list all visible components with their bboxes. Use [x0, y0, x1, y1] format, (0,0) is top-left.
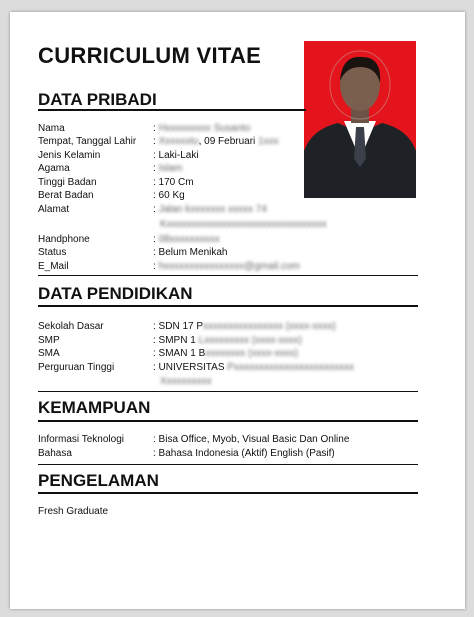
section-divider: [38, 492, 418, 494]
handphone-label: Handphone: [38, 234, 90, 245]
bahasa-value: : Bahasa Indonesia (Aktif) English (Pasif): [153, 448, 335, 459]
sd-value: : SDN 17 Pxxxxxxxxxxxxxxxx (xxxx-xxxx): [153, 321, 336, 332]
section-divider: [38, 420, 418, 422]
section-pengelaman: PENGELAMAN: [38, 471, 159, 490]
sma-value: : SMAN 1 Bxxxxxxxx (xxxx-xxxx): [153, 348, 299, 359]
alamat-label: Alamat: [38, 204, 70, 215]
smp-value: : SMPN 1 Lxxxxxxxxx (xxxx-xxxx): [153, 335, 302, 346]
section-data-pendidikan: DATA PENDIDIKAN: [38, 284, 193, 303]
section-divider: [38, 391, 418, 392]
redacted-text: xxxxxxxxxxxxxxxx (xxxx-xxxx): [203, 321, 336, 332]
redacted-text: Lxxxxxxxxx (xxxx-xxxx): [198, 335, 302, 346]
status-value: : Belum Menikah: [153, 247, 228, 258]
pengalaman-text: Fresh Graduate: [38, 506, 109, 517]
redacted-text: Kxxxxxxxxxxxxxxxxxxxxxxxxxxxxxxxx: [160, 219, 327, 230]
section-divider: [38, 305, 418, 307]
redacted-text: Hxxxxxxxxx Susanto: [158, 123, 251, 134]
redacted-text: xxxxxxxx (xxxx-xxxx): [205, 348, 299, 359]
ttl-value: : Xxxxxxtu, 09 Februari 1xxx: [153, 136, 279, 147]
nama-label: Nama: [38, 123, 65, 134]
sma-label: SMA: [38, 348, 60, 359]
redacted-text: 08xxxxxxxxxx: [158, 234, 220, 245]
redacted-text: Jalan kxxxxxxx xxxxx 74: [158, 204, 267, 215]
informasi-teknologi-value: : Bisa Office, Myob, Visual Basic Dan Online: [153, 434, 350, 445]
informasi-teknologi-label: Informasi Teknologi: [38, 434, 124, 445]
jenis-kelamin-label: Jenis Kelamin: [38, 150, 101, 161]
status-label: Status: [38, 247, 67, 258]
redacted-text: hxxxxxxxxxxxxxxxx@gmail.com: [158, 261, 300, 272]
berat-badan-value: : 60 Kg: [153, 190, 185, 201]
section-divider: [38, 109, 306, 111]
agama-value: : Islam: [153, 163, 183, 174]
smp-label: SMP: [38, 335, 60, 346]
tinggi-badan-label: Tinggi Badan: [38, 177, 97, 188]
redacted-text: Xxxxxxxxxx: [160, 376, 212, 387]
perguruan-tinggi-value-line2: [160, 375, 212, 388]
section-kemampuan: KEMAMPUAN: [38, 398, 151, 417]
handphone-value: : 08xxxxxxxxxx: [153, 234, 220, 245]
perguruan-tinggi-value: : UNIVERSITAS Pxxxxxxxxxxxxxxxxxxxxxxxx: [153, 362, 354, 373]
nama-value: : Hxxxxxxxxx Susanto: [153, 123, 251, 134]
email-value: : hxxxxxxxxxxxxxxxx@gmail.com: [153, 261, 300, 272]
profile-photo: [304, 41, 416, 198]
email-label: E_Mail: [38, 261, 69, 272]
redacted-text: Pxxxxxxxxxxxxxxxxxxxxxxxx: [227, 362, 354, 373]
page-title: CURRICULUM VITAE: [38, 43, 262, 68]
sd-label: Sekolah Dasar: [38, 321, 104, 332]
redacted-text: Xxxxxxtu: [158, 136, 199, 147]
redacted-text: 1xxx: [258, 136, 279, 147]
jenis-kelamin-value: : Laki-Laki: [153, 150, 199, 161]
alamat-value-line2: [160, 218, 327, 231]
section-divider: [38, 464, 418, 465]
alamat-value: : Jalan kxxxxxxx xxxxx 74: [153, 204, 267, 215]
section-divider: [38, 275, 418, 276]
tinggi-badan-value: : 170 Cm: [153, 177, 194, 188]
bahasa-label: Bahasa: [38, 448, 72, 459]
perguruan-tinggi-label: Perguruan Tinggi: [38, 362, 115, 373]
berat-badan-label: Berat Badan: [38, 190, 94, 201]
section-data-pribadi: DATA PRIBADI: [38, 90, 157, 109]
agama-label: Agama: [38, 163, 70, 174]
redacted-text: Islam: [158, 163, 183, 174]
ttl-label: Tempat, Tanggal Lahir: [38, 136, 137, 147]
person-silhouette-icon: [304, 41, 416, 198]
